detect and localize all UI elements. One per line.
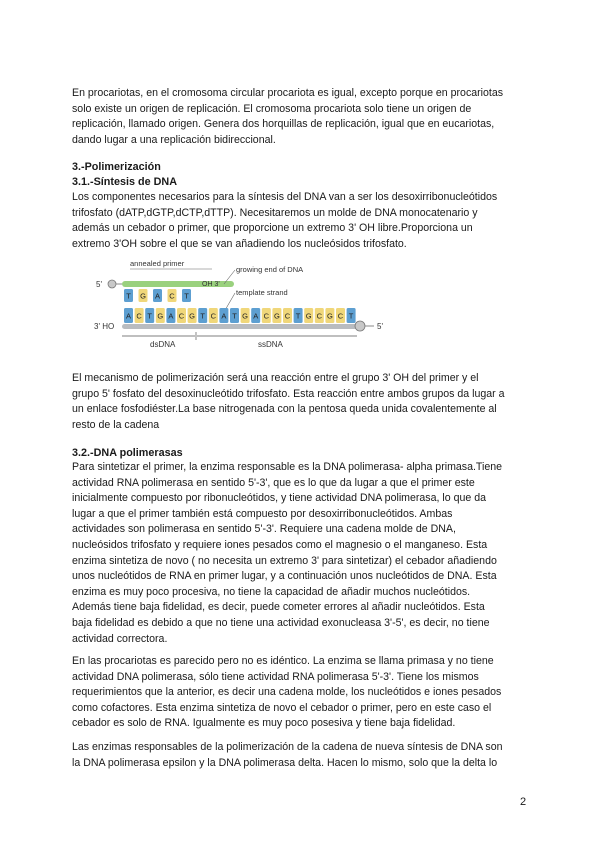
template-base-letter: A (253, 311, 259, 321)
template-base-letter: C (284, 311, 291, 321)
template-phosphate-icon (355, 321, 365, 331)
template-base-letter: T (348, 311, 354, 321)
primer-base-letter: G (140, 291, 146, 301)
prokaryote-paragraph: En las procariotas es parecido pero no es idéntico. La enzima se llama primasa y no tiene actividad DNA polimerasa, sólo tiene actividad RNA polimerasa 5'-3'. Tiene los mismos requerimientos que la anterior, es decir una cadena molde, los nucleótidos e iones pesados como cofactores. Esta enzima sintetiza de novo el cebador o primer, pero en este caso el cebador es solo de RNA. Igualmente es muy poco posesiva y tiene baja fidelidad. (72, 655, 502, 730)
label-template-strand: template strand (236, 288, 288, 297)
primer-base-letter: T (126, 291, 131, 301)
primer-base-letter: A (154, 291, 161, 301)
template-base-letter: C (136, 311, 142, 321)
template-base-letter: G (305, 311, 312, 321)
template-base-letter: A (168, 311, 174, 321)
template-base-letter: A (221, 311, 227, 321)
template-base-letter: C (178, 311, 185, 321)
template-backbone (122, 324, 357, 329)
section-3-1-title: 3.1.-Síntesis de DNA (72, 176, 178, 188)
label-5-right: 5' (377, 322, 383, 331)
page-number: 2 (520, 796, 527, 808)
template-base-letter: G (273, 311, 280, 321)
label-3ho: 3' HO (94, 322, 115, 331)
label-oh3: OH 3' (202, 281, 220, 288)
template-base-letter: T (200, 311, 205, 321)
template-base-letter: G (157, 311, 164, 321)
label-growing-end: growing end of DNA (236, 265, 304, 274)
label-annealed-primer: annealed primer (130, 259, 185, 268)
template-base-letter: C (210, 311, 217, 321)
primer-base-letter: C (169, 291, 175, 301)
section-3-2-paragraph: Para sintetizar el primer, la enzima responsable es la DNA polimerasa- alpha primasa.Tiene actividad RNA polimerasa en sentido 5'-3', que es lo que da lugar a que el primer este inicialmente compuesto por ribonucleótidos, y tiene actividad DNA polimerasa, lo que da lugar a que el primer también está compuesto por desoxirribonucleótidos. Ambas actividades son polimerasa en sentido 5'-3'. Requiere una cadena molde de DNA, nucleósidos trifosfato y requiere iones pesados como el magnesio o el manganeso. Esta enzima sintetiza de novo ( no necesita un extremo 3' para sintetizar) el cebador añadiendo unos nucleótidos de RNA en primer lugar, y a continuación unos nucleótidos de DNA. Esta enzima es muy poco procesiva, no tiene la capacidad de añadir muchos nucleótidos. Además tiene baja fidelidad, es decir, puede cometer errores al añadir nucleótidos. Esta baja fidelidad es debido a que no tiene una actividad exonucleasa 3'-5', es decir, no tiene actividad correctora. (72, 461, 503, 645)
intro-paragraph: En procariotas, en el cromosoma circular procariota es igual, excepto porque en procariotas solo existe un origen de replicación. El cromosoma procariota solo tiene un origen de replicación, llamado origen. Genera dos horquillas de replicación, igual que en eucariotas, dando lugar a una replicación bidireccional. (72, 87, 504, 146)
section-3-title: 3.-Polimerización (72, 161, 161, 173)
section-3-2-title: 3.2.-DNA polimerasas (72, 447, 183, 459)
mechanism-paragraph: El mecanismo de polimerización será una reacción entre el grupo 3' OH del primer y el grupo 5' fosfato del desoxinucleótido trifosfato. Esta reacción entre ambos grupos da lugar a un enlace fosfodiéster.La base nitrogenada con la pentosa queda unida covalentemente al resto de la cadena (72, 372, 505, 431)
label-dsdna: dsDNA (150, 340, 176, 349)
template-base-letter: G (189, 311, 196, 321)
template-base-letter: C (337, 311, 344, 321)
template-base-letter: T (232, 311, 237, 321)
last-paragraph: Las enzimas responsables de la polimerización de la cadena de nueva síntesis de DNA son la DNA polimerasa epsilon y la DNA polimerasa delta. Hacen lo mismo, solo que la delta lo (72, 741, 503, 769)
template-base-letter: G (242, 311, 249, 321)
label-5-left: 5' (96, 280, 102, 289)
template-base-letter: C (263, 311, 270, 321)
label-ssdna: ssDNA (258, 340, 283, 349)
template-base-letter: C (316, 311, 323, 321)
template-base-letter: A (125, 311, 132, 321)
template-base-letter: T (295, 311, 301, 321)
dna-replication-figure (92, 250, 392, 350)
primer-base-letter: T (184, 291, 189, 301)
primer-phosphate-icon (108, 280, 116, 288)
section-3-1-paragraph: Los componentes necesarios para la síntesis del DNA van a ser los desoxirribonucleótidos trifosfato (dATP,dGTP,dCTP,dTTP). Necesitaremos un molde de DNA monocatenario y además un cebador o primer, que proporcione un extremo 3' OH libre.Proporciona un extremo 3'OH sobre el que se van añadiendo los nucleósidos trifosfato. (72, 191, 498, 250)
template-base-letter: T (147, 311, 152, 321)
template-base-letter: G (326, 311, 333, 321)
